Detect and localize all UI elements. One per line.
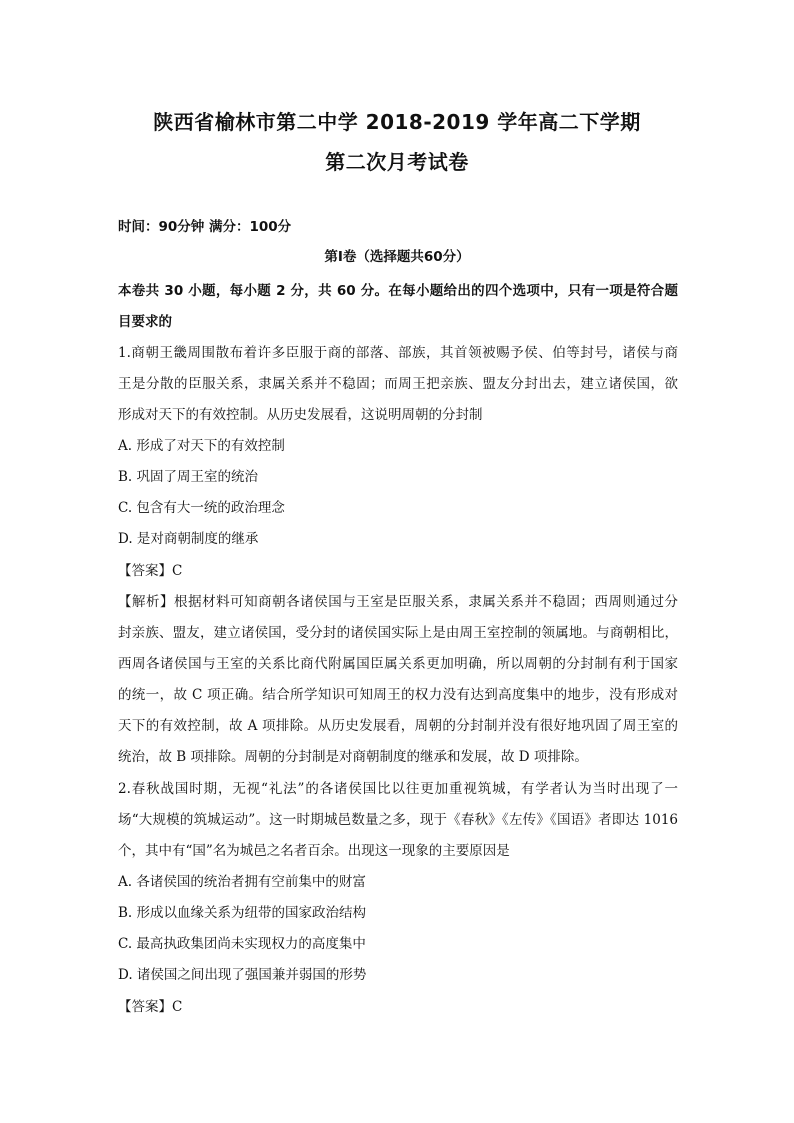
analysis-line: 统治，故 B 项排除。周朝的分封制是对商朝制度的继承和发展，故 D 项排除。: [118, 749, 588, 765]
option-b: B. 巩固了周王室的统治: [118, 469, 259, 485]
option-a: A. 各诸侯国的统治者拥有空前集中的财富: [118, 874, 366, 890]
analysis-line: 封亲族、盟友，建立诸侯国，受分封的诸侯国实际上是由周王室控制的领属地。与商朝相比，: [118, 625, 678, 641]
document-title: 陕西省榆林市第二中学 2018-2019 学年高二下学期: [153, 110, 641, 134]
option-a: A. 形成了对天下的有效控制: [118, 438, 285, 454]
option-d: D. 是对商朝制度的继承: [118, 531, 259, 547]
option-b: B. 形成以血缘关系为纽带的国家政治结构: [118, 905, 367, 921]
option-c: C. 最高执政集团尚未实现权力的高度集中: [118, 936, 366, 952]
instruction-line: 本卷共 30 小题，每小题 2 分，共 60 分。在每小题给出的四个选项中，只有一项是符合题: [118, 283, 678, 299]
analysis-line: 的统一，故 C 项正确。结合所学知识可知周王的权力没有达到高度集中的地步，没有形成对: [118, 687, 678, 703]
analysis-line: 天下的有效控制，故 A 项排除。从历史发展看，周朝的分封制并没有很好地巩固了周王室的: [118, 718, 678, 734]
answer: 【答案】C: [118, 999, 183, 1015]
analysis-line: 西周各诸侯国与王室的关系比商代附属国臣属关系更加明确，所以周朝的分封制有利于国家: [118, 656, 678, 672]
question-stem-line: 场“大规模的筑城运动”。这一时期城邑数量之多，现于《春秋》《左传》《国语》者即达 1016: [118, 812, 678, 828]
option-d: D. 诸侯国之间出现了强国兼并弱国的形势: [118, 967, 367, 983]
exam-info: 时间：90分钟 满分：100分: [118, 219, 292, 235]
question-stem-line: 王是分散的臣服关系，隶属关系并不稳固；而周王把亲族、盟友分封出去，建立诸侯国，欲: [118, 376, 678, 392]
option-c: C. 包含有大一统的政治理念: [118, 500, 285, 516]
analysis-line: 【解析】根据材料可知商朝各诸侯国与王室是臣服关系，隶属关系并不稳固；西周则通过分: [118, 594, 678, 610]
answer: 【答案】C: [118, 563, 183, 579]
question-stem-line: 形成对天下的有效控制。从历史发展看，这说明周朝的分封制: [118, 407, 483, 423]
document-subtitle: 第二次月考试卷: [325, 150, 469, 174]
instruction-line: 目要求的: [118, 314, 172, 330]
question-stem-line: 2.春秋战国时期，无视“礼法”的各诸侯国比以往更加重视筑城，有学者认为当时出现了一: [118, 781, 678, 797]
section-title: 第Ⅰ卷（选择题共60分）: [324, 249, 470, 265]
question-stem-line: 1.商朝王畿周围散布着许多臣服于商的部落、部族，其首领被赐予侯、伯等封号，诸侯与商: [118, 345, 678, 361]
question-stem-line: 个，其中有“国”名为城邑之名者百余。出现这一现象的主要原因是: [118, 843, 510, 859]
